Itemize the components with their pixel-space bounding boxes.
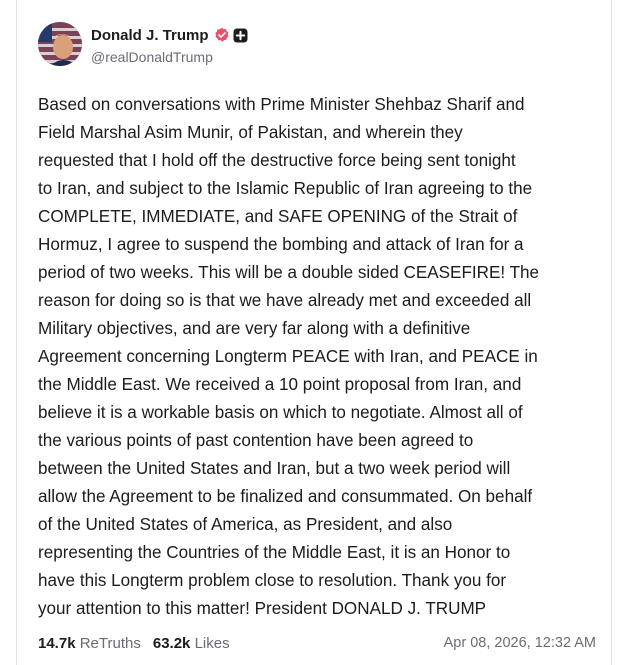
- author-display-name[interactable]: Donald J. Trump: [91, 26, 209, 44]
- likes-count: 63.2k: [152, 634, 191, 652]
- plus-badge-icon: [233, 28, 248, 43]
- likes-label: Likes: [194, 634, 230, 652]
- avatar-image: [38, 22, 82, 66]
- post-timestamp[interactable]: Apr 08, 2026, 12:32 AM: [443, 635, 596, 651]
- likes-stat[interactable]: [153, 635, 230, 652]
- post-body: Based on conversations with Prime Minister Shehbaz Sharif and Field Marshal Asim Munir, of Pakistan, and wherein they requested that I hold off the destructive force being sent tonight to Iran, and subject to the Islamic Republic of Iran agreeing to the COMPLETE, IMMEDIATE, and SAFE OPENING of the Strait of Hormuz, I agree to suspend the bombing and attack of Iran for a period of two weeks. This will be a double sided CEASEFIRE! The reason for doing so is that we have already met and exceeded all Military objectives, and are very far along with a definitive Agreement concerning Longterm PEACE with Iran, and PEACE in the Middle East. We received a 10 point proposal from Iran, and believe it is a workable basis on which to negotiate. Almost all of the various points of past contention have been agreed to between the United States and Iran, but a two week period will allow the Agreement to be finalized and consummated. On behalf of the United States of America, as President, and also representing the Countries of the Middle East, it is an Honor to have this Longterm problem close to resolution. Thank you for your attention to this matter! President DONALD J. TRUMP: [38, 95, 540, 618]
- author-handle[interactable]: @realDonaldTrump: [91, 49, 213, 65]
- retruths-count: 14.7k: [38, 634, 76, 652]
- retruths-stat[interactable]: [38, 635, 141, 652]
- author-name-row: [91, 25, 248, 45]
- post-footer: [38, 633, 596, 653]
- verified-badge-icon: [214, 27, 230, 43]
- post-card: [16, 0, 612, 665]
- retruths-label: ReTruths: [79, 634, 141, 652]
- avatar[interactable]: [38, 22, 82, 66]
